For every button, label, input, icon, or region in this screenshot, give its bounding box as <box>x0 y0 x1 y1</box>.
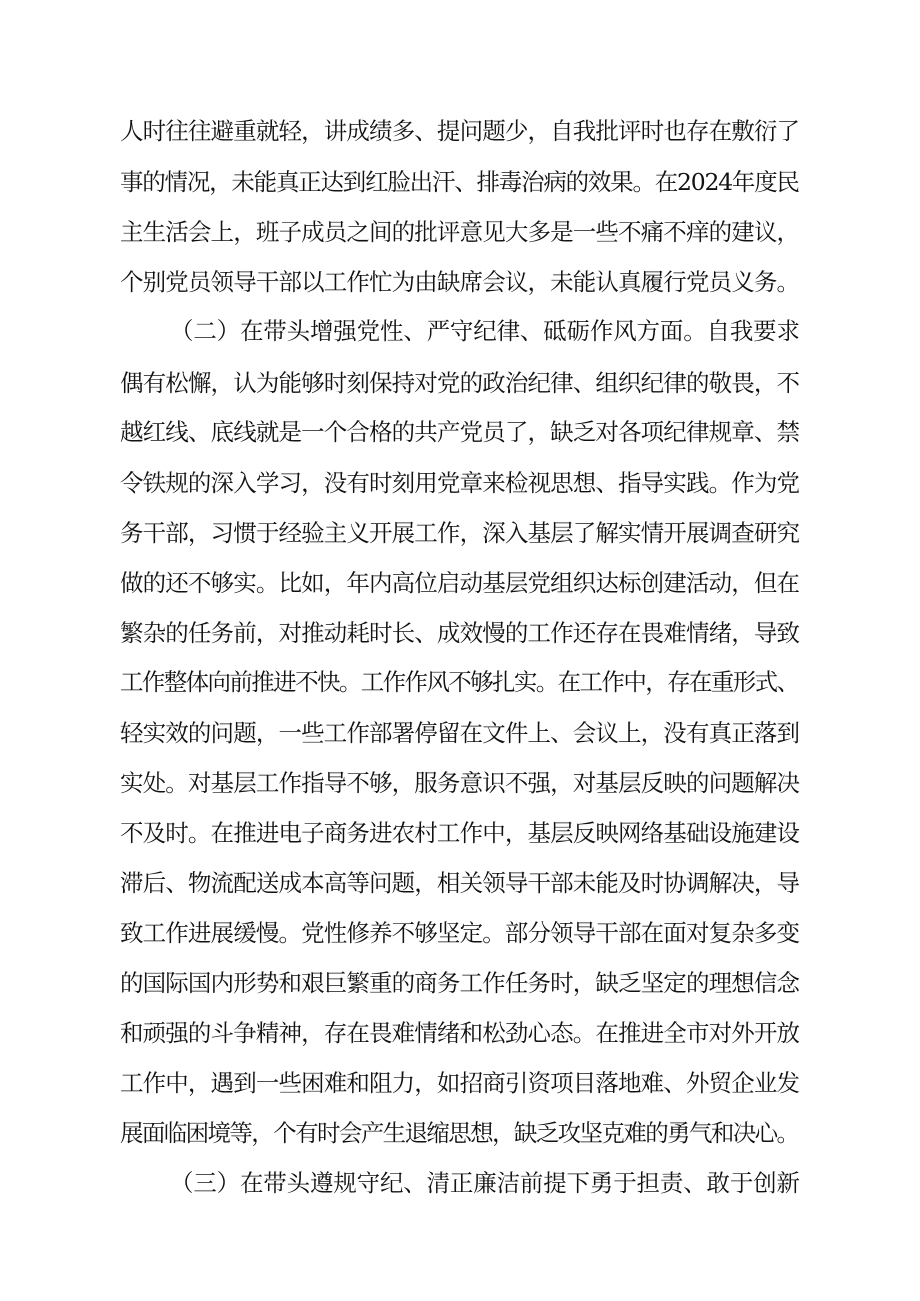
text-line: 工作中，遇到一些困难和阻力，如招商引资项目落地难、外贸企业发 <box>120 1069 800 1097</box>
text-line: 和顽强的斗争精神，存在畏难情绪和松劲心态。在推进全市对外开放 <box>120 1019 800 1047</box>
text-line: 做的还不够实。比如，年内高位启动基层党组织达标创建活动，但在 <box>120 569 800 597</box>
text-line: 的国际国内形势和艰巨繁重的商务工作任务时，缺乏坚定的理想信念 <box>120 969 800 997</box>
text-line: 务干部，习惯于经验主义开展工作，深入基层了解实情开展调查研究 <box>120 519 800 547</box>
text-line: 工作整体向前推进不快。工作作风不够扎实。在工作中，存在重形式、 <box>120 668 799 696</box>
text-line: 实处。对基层工作指导不够，服务意识不强，对基层反映的问题解决 <box>120 769 800 797</box>
section-heading-3: （三）在带头遵规守纪、清正廉洁前提下勇于担责、敢于创新 <box>170 1169 800 1197</box>
text-line: 不及时。在推进电子商务进农村工作中，基层反映网络基础设施建设 <box>120 819 800 847</box>
text-line: 展面临困境等，个有时会产生退缩思想，缺乏攻坚克难的勇气和决心。 <box>120 1119 799 1147</box>
text-line: 个别党员领导干部以工作忙为由缺席会议，未能认真履行党员义务。 <box>120 268 800 296</box>
text-line: 繁杂的任务前，对推动耗时长、成效慢的工作还存在畏难情绪，导致 <box>120 619 800 647</box>
text-line: 偶有松懈，认为能够时刻保持对党的政治纪律、组织纪律的敬畏，不 <box>120 369 800 397</box>
text-line: 人时往往避重就轻，讲成绩多、提问题少，自我批评时也存在敷衍了 <box>120 117 800 145</box>
text-line: 滞后、物流配送成本高等问题，相关领导干部未能及时协调解决，导 <box>120 869 800 897</box>
text-line: 事的情况，未能真正达到红脸出汗、排毒治病的效果。在2024年度民 <box>120 168 799 196</box>
text-line: 致工作进展缓慢。党性修养不够坚定。部分领导干部在面对复杂多变 <box>120 919 800 947</box>
text-line: 越红线、底线就是一个合格的共产党员了，缺乏对各项纪律规章、禁 <box>120 418 800 446</box>
section-heading-2: （二）在带头增强党性、严守纪律、砥砺作风方面。自我要求 <box>170 317 800 345</box>
text-line: 主生活会上，班子成员之间的批评意见大多是一些不痛不痒的建议， <box>120 218 800 246</box>
text-line: 轻实效的问题，一些工作部署停留在文件上、会议上，没有真正落到 <box>120 719 800 747</box>
text-line: 令铁规的深入学习，没有时刻用党章来检视思想、指导实践。作为党 <box>120 469 800 497</box>
